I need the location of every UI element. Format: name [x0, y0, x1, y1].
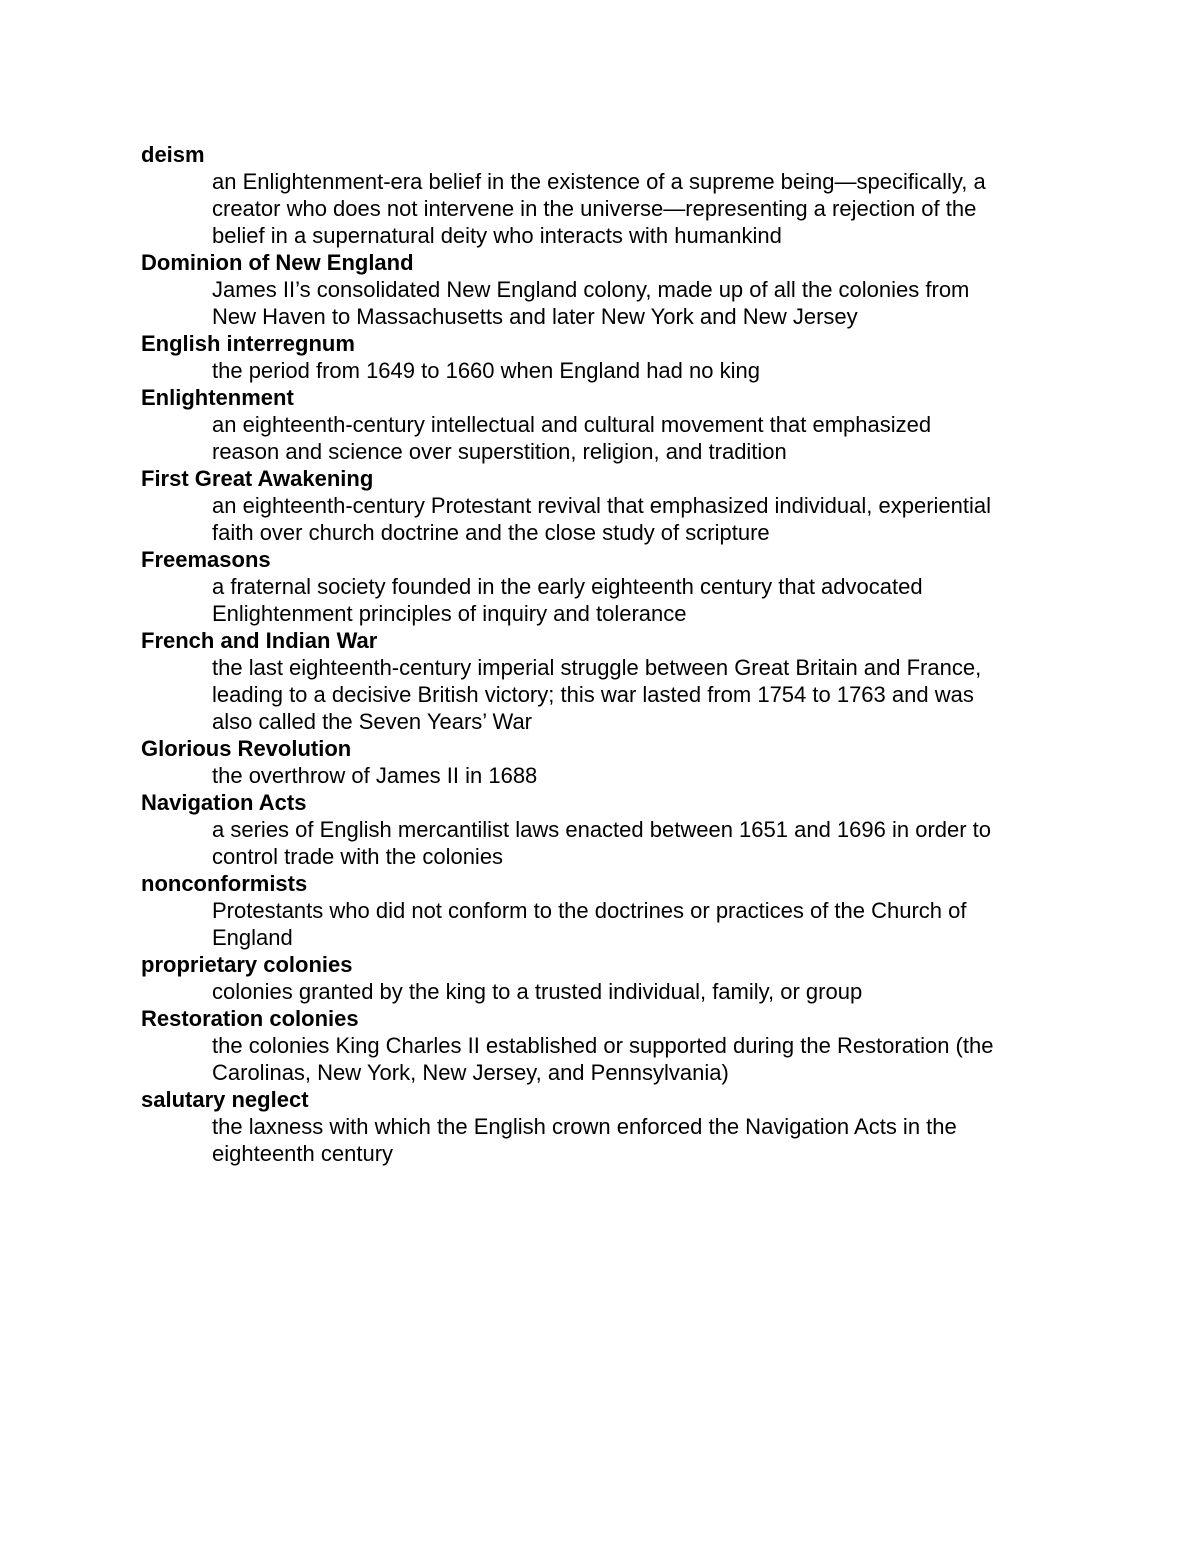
- glossary-definition-line: the colonies King Charles II established or supported during the Restoration (the: [212, 1033, 994, 1058]
- glossary-entry: [141, 249, 1061, 330]
- glossary-entry: [141, 465, 1061, 546]
- glossary-entry: [141, 789, 1061, 870]
- glossary-term: nonconformists: [141, 871, 308, 896]
- glossary-term: English interregnum: [141, 331, 355, 356]
- glossary-entry: [141, 627, 1061, 735]
- glossary-definition-line: James II’s consolidated New England colony, made up of all the colonies from: [212, 277, 970, 302]
- glossary-definition-line: also called the Seven Years’ War: [212, 709, 532, 734]
- glossary-term: Dominion of New England: [141, 250, 414, 275]
- glossary-entry: [141, 330, 1061, 384]
- glossary-entry: [141, 546, 1061, 627]
- glossary-term: Enlightenment: [141, 385, 294, 410]
- glossary-term: proprietary colonies: [141, 952, 353, 977]
- glossary-term: French and Indian War: [141, 628, 378, 653]
- glossary-definition-line: the period from 1649 to 1660 when England had no king: [212, 358, 760, 383]
- glossary-term: First Great Awakening: [141, 466, 374, 491]
- glossary-definition-line: creator who does not intervene in the universe—representing a rejection of the: [212, 196, 977, 221]
- glossary-term: Restoration colonies: [141, 1006, 359, 1031]
- glossary-entry: [141, 870, 1061, 951]
- glossary-definition-line: colonies granted by the king to a trusted individual, family, or group: [212, 979, 863, 1004]
- glossary-term: Navigation Acts: [141, 790, 307, 815]
- glossary-definition-line: a series of English mercantilist laws enacted between 1651 and 1696 in order to: [212, 817, 992, 842]
- glossary-definition-line: the laxness with which the English crown enforced the Navigation Acts in the: [212, 1114, 957, 1139]
- glossary-entry: [141, 735, 1061, 789]
- glossary-entry: [141, 951, 1061, 1005]
- glossary-definition-line: faith over church doctrine and the close study of scripture: [212, 520, 770, 545]
- glossary-definition-line: Carolinas, New York, New Jersey, and Pennsylvania): [212, 1060, 729, 1085]
- glossary-definition-line: the overthrow of James II in 1688: [212, 763, 538, 788]
- glossary-definition-line: Enlightenment principles of inquiry and tolerance: [212, 601, 687, 626]
- glossary-term: Glorious Revolution: [141, 736, 352, 761]
- glossary-term: deism: [141, 142, 205, 167]
- glossary-definition-line: leading to a decisive British victory; this war lasted from 1754 to 1763 and was: [212, 682, 974, 707]
- glossary-definition-line: Protestants who did not conform to the doctrines or practices of the Church of: [212, 898, 967, 923]
- glossary-entry: [141, 1005, 1061, 1086]
- glossary-definition-line: an eighteenth-century intellectual and cultural movement that emphasized: [212, 412, 932, 437]
- glossary-definition-line: control trade with the colonies: [212, 844, 504, 869]
- glossary-entry: [141, 384, 1061, 465]
- glossary-definition-line: England: [212, 925, 293, 950]
- glossary-definition-line: reason and science over superstition, religion, and tradition: [212, 439, 787, 464]
- glossary-definition-line: belief in a supernatural deity who interacts with humankind: [212, 223, 782, 248]
- glossary-term: salutary neglect: [141, 1087, 309, 1112]
- glossary-entry: [141, 1086, 1061, 1167]
- glossary-definition-line: New Haven to Massachusetts and later New York and New Jersey: [212, 304, 858, 329]
- glossary-definition-line: eighteenth century: [212, 1141, 394, 1166]
- glossary-definition-line: the last eighteenth-century imperial struggle between Great Britain and France,: [212, 655, 982, 680]
- glossary-list: [141, 141, 1061, 1167]
- glossary-term: Freemasons: [141, 547, 271, 572]
- glossary-definition-line: an Enlightenment-era belief in the existence of a supreme being—specifically, a: [212, 169, 986, 194]
- glossary-definition-line: a fraternal society founded in the early eighteenth century that advocated: [212, 574, 923, 599]
- glossary-entry: [141, 141, 1061, 249]
- glossary-definition-line: an eighteenth-century Protestant revival that emphasized individual, experiential: [212, 493, 992, 518]
